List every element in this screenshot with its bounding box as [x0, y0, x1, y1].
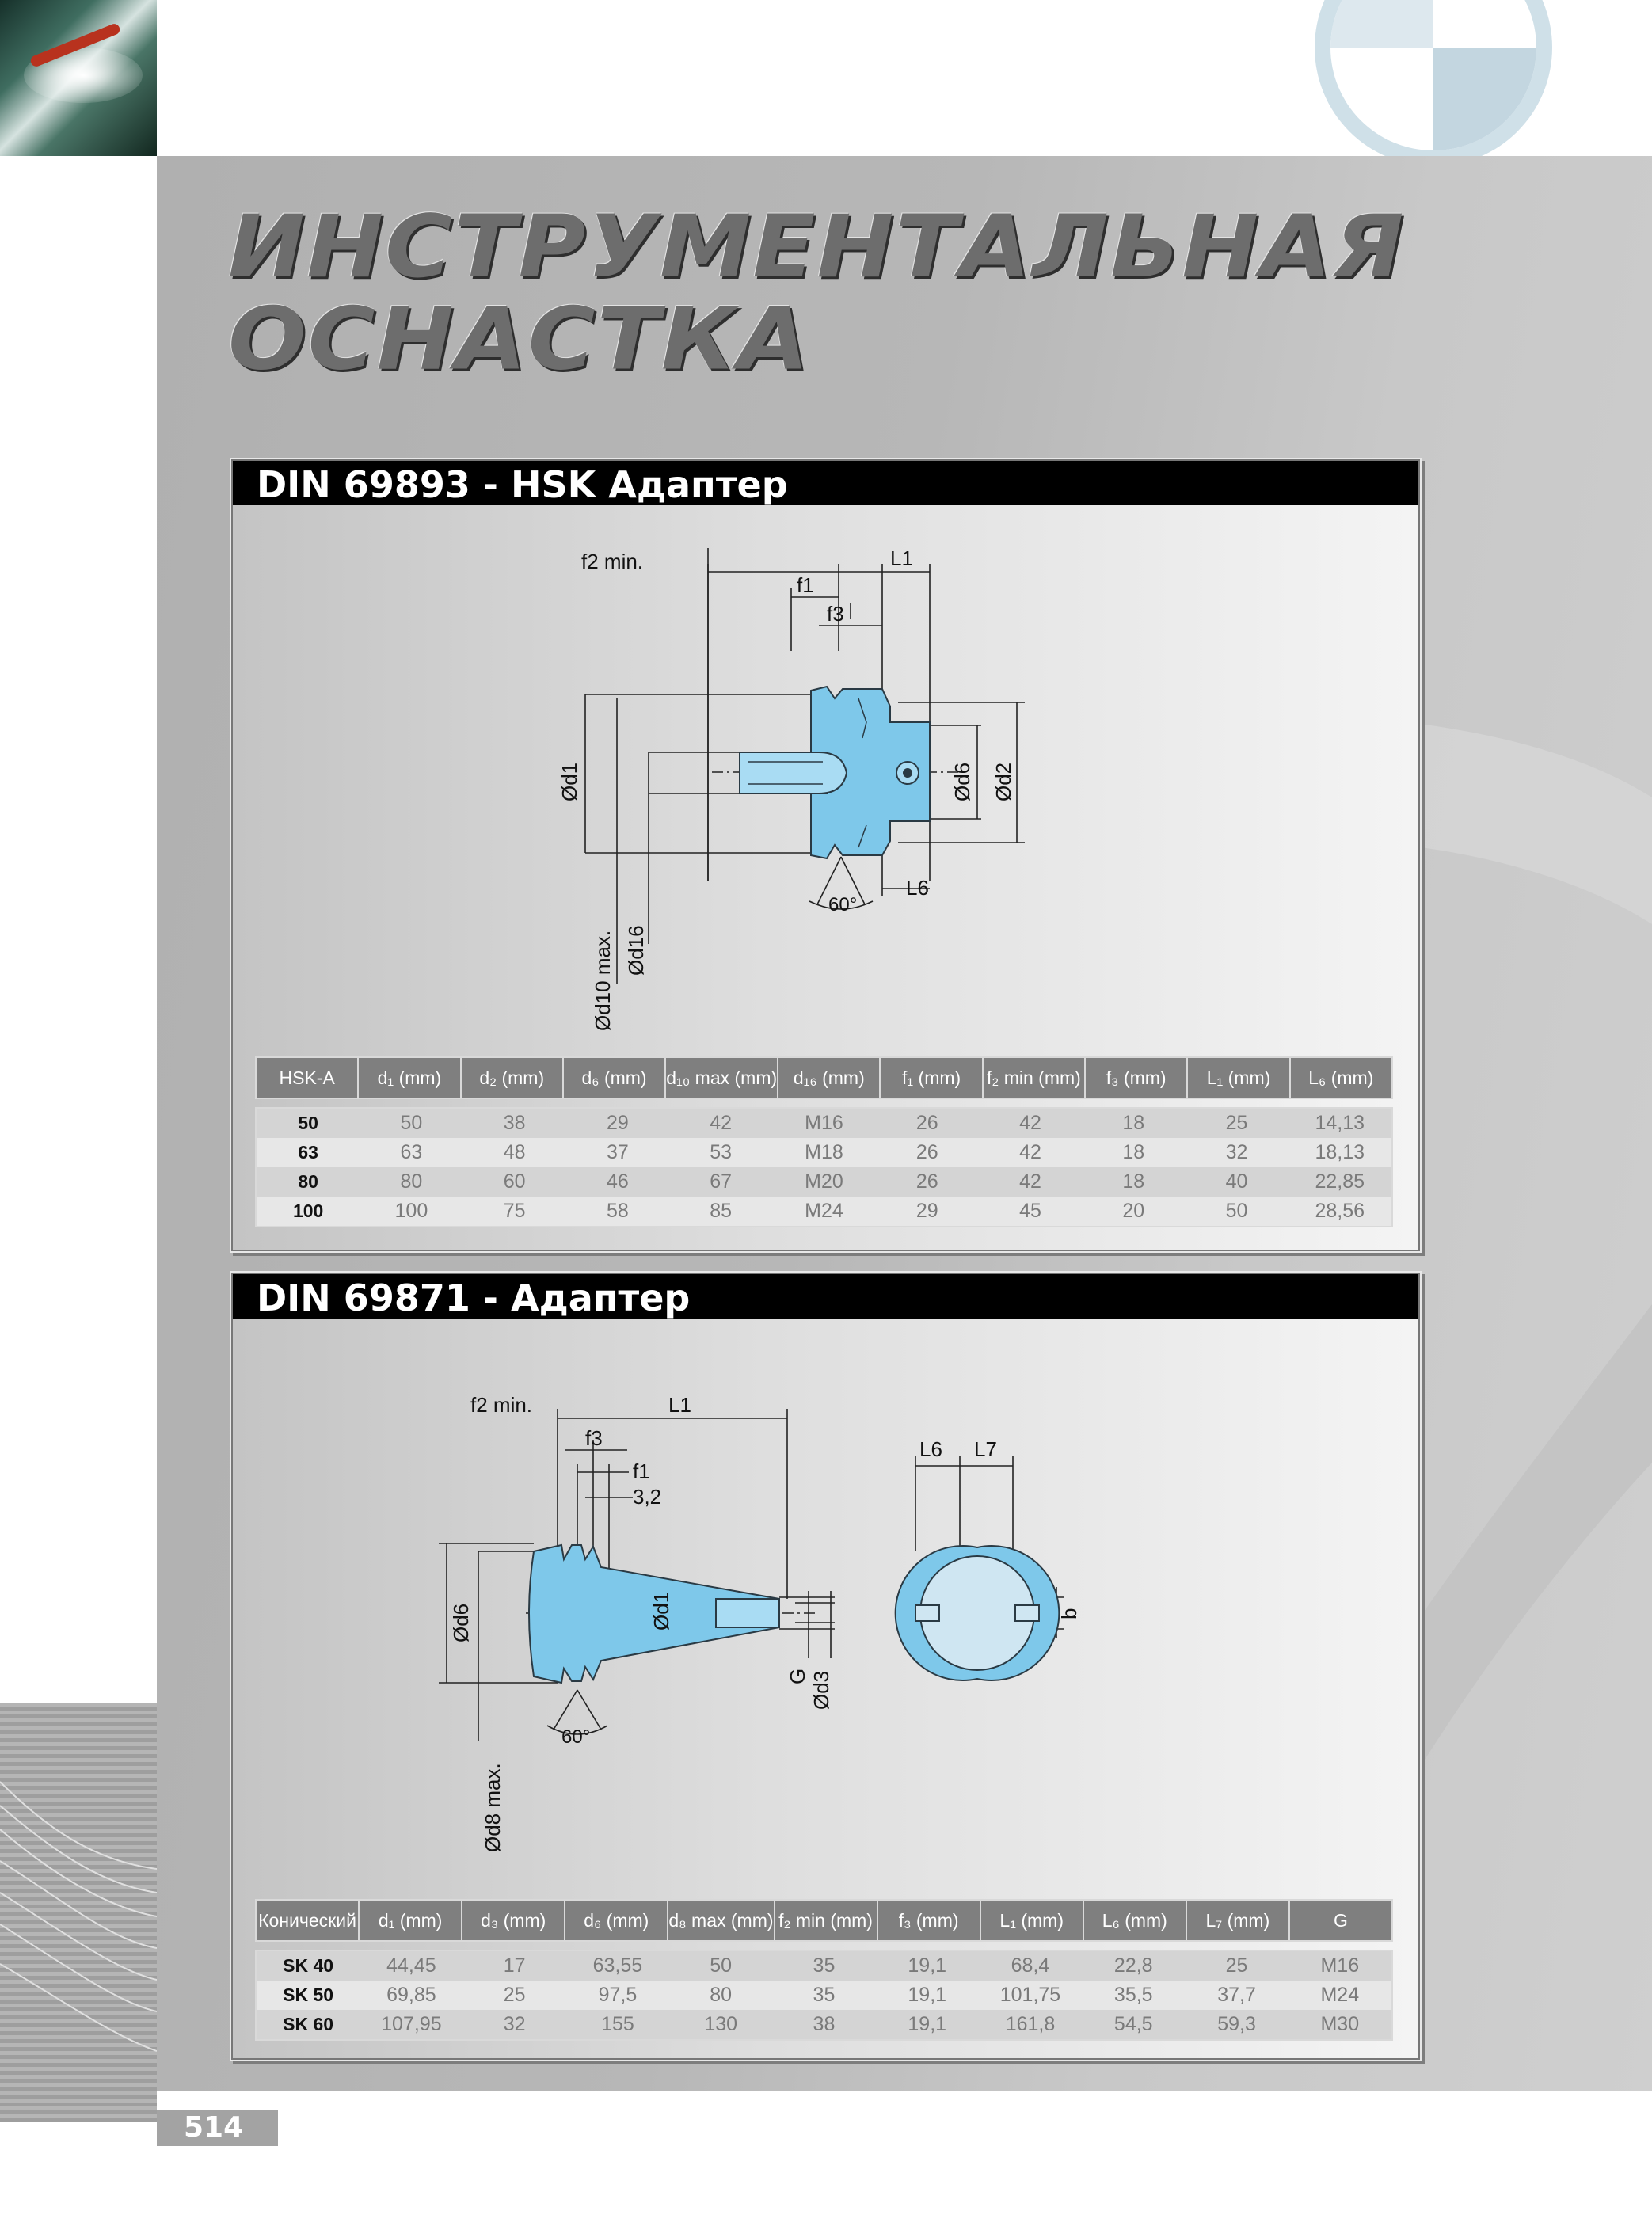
table-cell: 26: [915, 1112, 938, 1134]
table-cell: 32: [1225, 1141, 1248, 1163]
table-cell: 54,5: [1113, 2013, 1153, 2035]
table-cell: 80: [400, 1170, 423, 1193]
section-din69893: [231, 459, 1420, 1251]
page-title: [228, 196, 1406, 390]
table-cell: M16: [805, 1112, 843, 1134]
table-header-cell: L₁ (mm): [981, 1901, 1084, 1940]
table-cell: 18: [1122, 1170, 1145, 1193]
label-f2: f2 min.: [470, 1393, 533, 1417]
table-cell: 69,85: [386, 1984, 436, 2006]
label-L1: L1: [890, 548, 913, 570]
table-cell: 25: [1225, 1112, 1248, 1134]
table-row-key: 100: [292, 1201, 324, 1221]
table-cell: 42: [1019, 1112, 1041, 1134]
table-cell: 19,1: [908, 1954, 947, 1977]
table-cell: 107,95: [381, 2013, 442, 2035]
table-cell: M30: [1320, 2013, 1360, 2035]
table-header-cell: d₂ (mm): [462, 1058, 564, 1098]
table-cell: 48: [503, 1141, 526, 1163]
table-cell: 18: [1122, 1141, 1145, 1163]
label-d1: Ød1: [558, 762, 581, 801]
hsk-adapter-drawing: [550, 548, 1262, 1039]
label-d16: Ød16: [624, 925, 648, 976]
table-header-cell: L₆ (mm): [1084, 1901, 1187, 1940]
table-header-cell: d₆ (mm): [565, 1901, 668, 1940]
kayak-photo: [0, 0, 157, 156]
table-row-key: SK 50: [283, 1985, 334, 2005]
table-header-cell: d₁ (mm): [360, 1901, 462, 1940]
label-d2: Ød2: [992, 762, 1015, 801]
table-cell: 67: [710, 1170, 733, 1193]
section-header: [233, 1274, 1418, 1319]
table-cell: 40: [1225, 1170, 1248, 1193]
table-header-row: [255, 1899, 1393, 1942]
table-cell: 75: [503, 1200, 526, 1222]
label-L6: L6: [906, 876, 929, 900]
label-f1: f1: [633, 1459, 650, 1483]
label-L1: L1: [668, 1393, 691, 1417]
table-cell: 29: [607, 1112, 629, 1134]
table-header-cell: L₇ (mm): [1187, 1901, 1290, 1940]
label-f3: f3: [827, 602, 844, 626]
decorative-circle-logo: [1299, 0, 1568, 166]
table-cell: 68,4: [1011, 1954, 1050, 1977]
table-cell: 19,1: [908, 1984, 947, 2006]
table-header-cell: HSK-A: [257, 1058, 359, 1098]
table-cell: 35: [813, 1984, 836, 2006]
table-cell: 22,8: [1113, 1954, 1153, 1977]
table-cell: 53: [710, 1141, 733, 1163]
table-header-cell: d₈ max (mm): [668, 1901, 775, 1940]
table-body: [255, 1950, 1393, 2041]
table-row-key: SK 40: [283, 1955, 334, 1976]
table-header-cell: d₁₀ max (mm): [666, 1058, 778, 1098]
page-title-line2: ОСНАСТКА: [228, 288, 811, 390]
table-cell: 155: [601, 2013, 634, 2035]
table-row: [257, 1138, 1391, 1167]
table-header-cell: d₃ (mm): [462, 1901, 565, 1940]
label-angle: 60°: [828, 894, 858, 915]
table-cell: 60: [503, 1170, 526, 1193]
table-cell: 63,55: [592, 1954, 643, 1977]
hsk-part-shape: [740, 687, 930, 858]
table-cell: M24: [805, 1200, 843, 1222]
table-cell: 17: [503, 1954, 526, 1977]
label-f2: f2 min.: [581, 550, 644, 573]
sk-adapter-drawing: [431, 1377, 1302, 1868]
table-row-key: 63: [298, 1142, 318, 1163]
table-cell: 46: [607, 1170, 629, 1193]
table-header-cell: L₁ (mm): [1188, 1058, 1290, 1098]
table-header-cell: Конический: [257, 1901, 360, 1940]
table-cell: M16: [1320, 1954, 1360, 1977]
table-header-row: [255, 1056, 1393, 1099]
label-G: G: [786, 1668, 809, 1684]
table-cell: 25: [1225, 1954, 1248, 1977]
table-cell: 42: [710, 1112, 733, 1134]
table-cell: 45: [1019, 1200, 1041, 1222]
table-cell: 14,13: [1315, 1112, 1365, 1134]
table-cell: 38: [503, 1112, 526, 1134]
table-cell: 50: [710, 1954, 733, 1977]
table-cell: 25: [503, 1984, 526, 2006]
table-header-cell: f₃ (mm): [878, 1901, 981, 1940]
table-cell: 35,5: [1113, 1984, 1153, 2006]
table-cell: 101,75: [999, 1984, 1061, 2006]
table-cell: 26: [915, 1141, 938, 1163]
label-L7: L7: [974, 1437, 997, 1461]
table-cell: 97,5: [598, 1984, 638, 2006]
table-cell: 22,85: [1315, 1170, 1365, 1193]
left-wave-decoration: [0, 1703, 157, 2122]
table-cell: 50: [400, 1112, 423, 1134]
label-f1: f1: [797, 573, 814, 597]
label-d6: Ød6: [950, 762, 974, 801]
label-d10: Ød10 max.: [591, 930, 615, 1031]
table-row: [257, 1109, 1391, 1138]
table-row-key: 50: [298, 1113, 318, 1133]
table-cell: 18: [1122, 1112, 1145, 1134]
table-cell: 44,45: [386, 1954, 436, 1977]
label-d8: Ød8 max.: [481, 1763, 504, 1852]
section-header: [233, 461, 1418, 505]
table-cell: 42: [1019, 1170, 1041, 1193]
section-title: DIN 69893 - HSK Адаптер: [257, 463, 788, 506]
table-cell: 85: [710, 1200, 733, 1222]
table-cell: 80: [710, 1984, 733, 2006]
table-row: [257, 1951, 1391, 1981]
table-cell: 28,56: [1315, 1200, 1365, 1222]
table-cell: 35: [813, 1954, 836, 1977]
table-cell: M20: [805, 1170, 843, 1193]
table-body: [255, 1107, 1393, 1227]
table-header-cell: d₁ (mm): [359, 1058, 461, 1098]
label-b: b: [1057, 1608, 1081, 1619]
page-title-line1: ИНСТРУМЕНТАЛЬНАЯ: [228, 196, 1406, 298]
table-cell: 42: [1019, 1141, 1041, 1163]
hsk-dimension-table: [255, 1056, 1393, 1227]
table-header-cell: G: [1334, 1909, 1348, 1931]
table-cell: 20: [1122, 1200, 1145, 1222]
table-header-cell: f₂ min (mm): [775, 1901, 878, 1940]
label-angle: 60°: [561, 1726, 591, 1748]
table-cell: 130: [704, 2013, 738, 2035]
table-header-cell: f₃ (mm): [1086, 1058, 1188, 1098]
table-header-cell: f₂ min (mm): [984, 1058, 1086, 1098]
table-cell: 32: [503, 2013, 526, 2035]
table-header-cell: f₁ (mm): [881, 1058, 983, 1098]
table-cell: 37,7: [1217, 1984, 1256, 2006]
table-cell: 37: [607, 1141, 629, 1163]
label-d1: Ød1: [649, 1591, 673, 1631]
table-row: [257, 2010, 1391, 2039]
label-L6: L6: [919, 1437, 942, 1461]
table-cell: 50: [1225, 1200, 1248, 1222]
table-row-key: SK 60: [283, 2014, 334, 2034]
section-title: DIN 69871 - Адаптер: [257, 1277, 691, 1319]
table-cell: 18,13: [1315, 1141, 1365, 1163]
table-header-cell: L₆ (mm): [1308, 1067, 1374, 1088]
table-cell: 26: [915, 1170, 938, 1193]
table-cell: 38: [813, 2013, 836, 2035]
table-cell: 161,8: [1005, 2013, 1056, 2035]
table-row: [257, 1167, 1391, 1197]
table-row: [257, 1981, 1391, 2010]
sk-dimension-table: [255, 1899, 1393, 2041]
table-cell: 58: [607, 1200, 629, 1222]
table-row: [257, 1197, 1391, 1226]
table-header-cell: d₆ (mm): [564, 1058, 666, 1098]
table-row-key: 80: [298, 1171, 318, 1192]
table-cell: 19,1: [908, 2013, 947, 2035]
page-number: 514: [157, 2110, 278, 2146]
table-cell: 29: [915, 1200, 938, 1222]
table-header-cell: d₁₆ (mm): [778, 1058, 881, 1098]
table-cell: 63: [400, 1141, 423, 1163]
table-cell: 100: [394, 1200, 428, 1222]
table-cell: M24: [1320, 1984, 1360, 2006]
section-din69871: [231, 1273, 1420, 2060]
label-d6: Ød6: [449, 1603, 473, 1642]
table-cell: M18: [805, 1141, 843, 1163]
label-dim32: 3,2: [633, 1485, 662, 1509]
label-f3: f3: [585, 1426, 603, 1450]
table-cell: 59,3: [1217, 2013, 1256, 2035]
label-d3: Ød3: [809, 1670, 833, 1710]
